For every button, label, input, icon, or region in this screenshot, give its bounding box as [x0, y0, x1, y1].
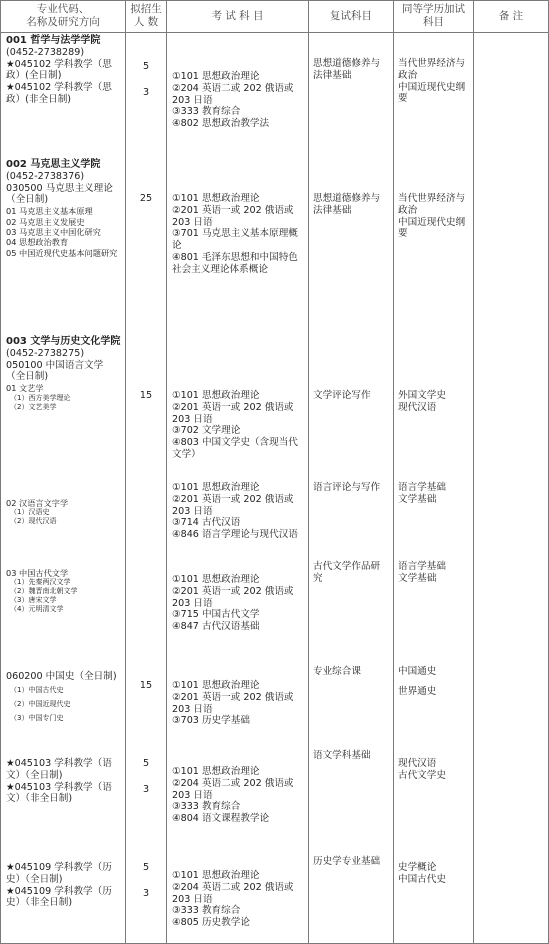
quota-fulltime: 5: [142, 758, 150, 769]
direction-block: [6, 568, 122, 614]
exam-subjects: ①101 思想政治理论 ②201 英语一或 202 俄语或 203 日语 ③703 历史学基础: [172, 680, 294, 727]
equivalent-subjects: 外国文学史 现代汉语: [398, 390, 446, 413]
equivalent-subjects: 当代世界经济与政治 中国近现代史纲要: [398, 193, 466, 240]
school-phone: (0452-2738289): [6, 46, 85, 58]
retest-subject: 语言评论与写作: [313, 482, 381, 493]
school-title: 003 文学与历史文化学院: [6, 336, 121, 347]
sub-direction: （1）汉语史: [10, 508, 50, 517]
direction: 04 思想政治教育: [6, 237, 69, 248]
school-002: [6, 159, 122, 258]
major: 050100 中国语言文学（全日制): [6, 359, 104, 383]
sub-direction: （1）中国古代史: [10, 685, 64, 694]
quota-parttime: 3: [142, 784, 150, 795]
quota-parttime: 3: [142, 87, 150, 98]
direction: 03 马克思主义中国化研究: [6, 227, 101, 237]
retest-subject: 专业综合课: [313, 666, 361, 677]
major-parttime: ★045102 学科教学（思政）(非全日制): [6, 82, 112, 105]
direction: 02 汉语言文字学: [6, 498, 69, 508]
sub-direction: （3）唐宋文学: [10, 596, 57, 605]
school-003: [6, 336, 122, 412]
equivalent-subjects: 语言学基础 文学基础: [398, 561, 446, 584]
major-history: [6, 671, 122, 723]
school-001: [6, 35, 122, 106]
exam-subjects: ①101 思想政治理论 ②204 英语二或 202 俄语或 203 日语 ③333 教育综合 ④804 语文课程教学论: [172, 766, 294, 825]
column-divider: [393, 1, 394, 943]
equivalent-subjects: 语言学基础 文学基础: [398, 482, 446, 505]
sub-direction: （3）中国专门史: [10, 713, 64, 722]
header-notes: 备 注: [498, 10, 524, 22]
retest-subject: 文学评论写作: [313, 390, 371, 401]
sub-direction: （2）文艺美学: [10, 402, 57, 411]
header-divider: [1, 32, 548, 33]
quota-fulltime: 5: [142, 862, 150, 873]
sub-direction: （2）中国近现代史: [10, 699, 71, 708]
header-exam-subjects: 考 试 科 目: [211, 10, 264, 22]
sub-direction: （1）先秦两汉文学: [10, 578, 71, 587]
school-phone: (0452-2738376): [6, 170, 85, 182]
quota: 15: [139, 390, 153, 401]
column-divider: [125, 1, 126, 943]
major-fulltime: ★045109 学科教学（历史）（全日制): [6, 862, 112, 885]
direction-block: [6, 498, 122, 526]
sub-direction: （1）西方美学理论: [10, 393, 71, 402]
direction: 01 马克思主义基本原理: [6, 206, 93, 217]
equivalent-subjects: 史学概论 中国古代史: [398, 862, 446, 885]
major-fulltime: ★045103 学科教学（语文）（全日制): [6, 758, 112, 781]
major-chinese-education: [6, 758, 122, 805]
direction: 01 文艺学: [6, 383, 44, 394]
sub-direction: （2）现代汉语: [10, 517, 57, 526]
direction: 03 中国古代文学: [6, 568, 69, 578]
header-equivalent: 同等学历加试 科目: [402, 3, 465, 28]
sub-direction: （4）元明清文学: [10, 605, 64, 614]
quota-fulltime: 5: [142, 61, 150, 72]
header-retest: 复试科目: [330, 10, 372, 22]
retest-subject: 思想道德修养与法律基础: [313, 193, 381, 216]
retest-subject: 思想道德修养与法律基础: [313, 58, 381, 81]
header-code: 专业代码、 名称及研究方向: [26, 3, 100, 28]
major: 030500 马克思主义理论（全日制): [6, 182, 113, 206]
exam-subjects: ①101 思想政治理论 ②201 英语一或 202 俄语或 203 日语 ③714 古代汉语 ④846 语言学理论与现代汉语: [172, 482, 298, 541]
exam-subjects: ①101 思想政治理论 ②201 英语一或 202 俄语或 203 日语 ③702 文学理论 ④803 中国文学史（含现当代文学）: [172, 390, 298, 460]
equivalent-subjects: 当代世界经济与政治 中国近现代史纲要: [398, 58, 466, 105]
header-quota: 拟招生 人 数: [130, 3, 162, 28]
equivalent-subjects: 现代汉语 古代文学史: [398, 758, 446, 781]
major-history-education: [6, 862, 122, 909]
exam-subjects: ①101 思想政治理论 ②204 英语二或 202 俄语或 203 日语 ③333 教育综合 ④802 思想政治教学法: [172, 71, 294, 130]
retest-subject: 古代文学作品研究: [313, 561, 381, 584]
retest-subject: 语文学科基础: [313, 750, 371, 761]
equivalent-subjects: 中国通史 世界通史: [398, 666, 437, 697]
exam-subjects: ①101 思想政治理论 ②201 英语一或 202 俄语或 203 日语 ③715 中国古代文学 ④847 古代汉语基础: [172, 574, 294, 633]
major-parttime: ★045109 学科教学（历史）（非全日制): [6, 885, 112, 909]
sub-direction: （2）魏晋南北朝文学: [10, 587, 78, 596]
major: 060200 中国史（全日制): [6, 671, 117, 682]
direction: 05 中国近现代史基本问题研究: [6, 247, 118, 258]
exam-subjects: ①101 思想政治理论 ②201 英语一或 202 俄语或 203 日语 ③701 马克思主义基本原理概论 ④801 毛泽东思想和中国特色社会主义理论体系概论: [172, 193, 298, 275]
column-divider: [473, 1, 474, 943]
major-fulltime: ★045102 学科教学（思政）(全日制): [6, 58, 112, 82]
quota-parttime: 3: [142, 888, 150, 899]
school-phone: (0452-2738275): [6, 347, 85, 359]
retest-subject: 历史学专业基础: [313, 856, 381, 867]
column-divider: [308, 1, 309, 943]
exam-subjects: ①101 思想政治理论 ②204 英语二或 202 俄语或 203 日语 ③333 教育综合 ④805 历史教学论: [172, 870, 294, 929]
school-title: 001 哲学与法学学院: [6, 35, 101, 46]
school-title: 002 马克思主义学院: [6, 159, 101, 170]
column-divider: [166, 1, 167, 943]
quota: 25: [139, 193, 153, 204]
major-parttime: ★045103 学科教学（语文）（非全日制): [6, 781, 112, 805]
direction: 02 马克思主义发展史: [6, 216, 85, 227]
quota: 15: [139, 680, 153, 691]
